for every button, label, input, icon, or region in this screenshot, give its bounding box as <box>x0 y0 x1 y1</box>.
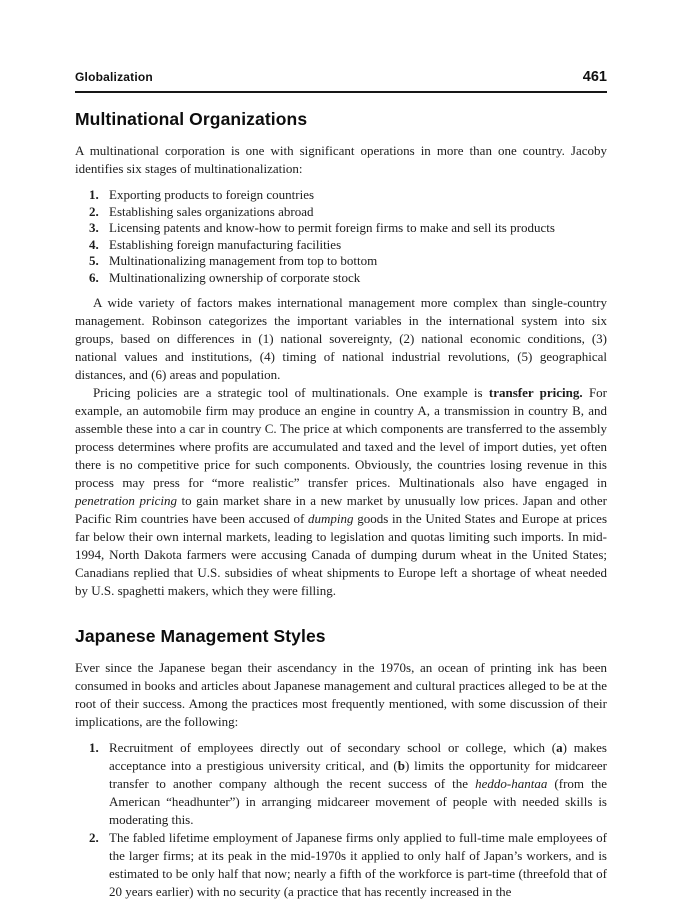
list-item <box>75 237 607 254</box>
list-item-text: Establishing foreign manufacturing facilities <box>109 236 342 252</box>
running-head-title: Globalization <box>75 70 153 84</box>
list-item <box>75 739 607 829</box>
list-item-number: 1. <box>89 740 99 755</box>
list-item <box>75 270 607 287</box>
paragraph-multinational-intro: A multinational corporation is one with significant operations in more than one country. Jacoby identifies six stages of multinationalization: <box>75 143 607 176</box>
list-item-number: 6. <box>89 269 99 285</box>
list-item-number: 5. <box>89 253 99 268</box>
list-item-text: Multinationalizing ownership of corporate stock <box>109 269 361 285</box>
page-content <box>75 68 607 900</box>
page-number: 461 <box>582 69 607 85</box>
list-item-text: The fabled lifetime employment of Japanese firms only applied to full-time male employees of the larger firms; at its peak in the mid-1970s it applied to only half of Japan’s workers, and is estimated to be only half that now; nearly a fifth of the workforce is part-time (threefold that of 20 years earlier) with no security (a practice that has recently increased in the <box>109 830 607 899</box>
list-item-number: 2. <box>89 830 99 845</box>
list-item <box>75 253 607 270</box>
section-heading-multinational-organizations: Multinational Organizations <box>75 109 308 129</box>
list-item-text: Multinationalizing management from top to bottom <box>109 253 378 268</box>
running-header <box>75 68 607 93</box>
stages-list <box>75 187 607 286</box>
list-item-text: Licensing patents and know-how to permit foreign firms to make and sell its products <box>109 220 555 235</box>
practices-list <box>75 739 607 900</box>
list-item-number: 3. <box>89 220 99 235</box>
paragraph-pricing: Pricing policies are a strategic tool of multinationals. One example is transfer pricing. For example, an automobile firm may produce an engine in country A, a transmission in country B, and assemble these into a car in country C. The price at which components are transferred to the assembly process determines where profits are accumulated and taxed and the level of import duties, yet often there is no competitive price for such components. Obviously, the countries losing revenue in this process may press for “more realistic” transfer prices. Multinationals also have engaged in penetration pricing to gain market share in a new market by unusually low prices. Japan and other Pacific Rim countries have been accused of dumping goods in the United States and Europe at prices far below their own internal markets, leading to legislation and quotas limiting such imports. In mid-1994, North Dakota farmers were accusing Canada of dumping durum wheat in the United States; Canadians replied that U.S. subsidies of wheat shipments to Europe left a shortage of wheat needed by U.S. spaghetti makers, which they were filling. <box>75 385 608 598</box>
list-item-text: Establishing sales organizations abroad <box>109 203 314 219</box>
list-item-number: 1. <box>89 187 99 202</box>
section-heading-japanese-management-styles: Japanese Management Styles <box>75 626 326 646</box>
paragraph-japanese-intro: Ever since the Japanese began their ascendancy in the 1970s, an ocean of printing ink has been consumed in books and articles about Japanese management and cultural practices alleged to be at the root of their success. Among the practices most frequently mentioned, with some discussion of their implications, are the following: <box>75 660 607 729</box>
list-item-text: Exporting products to foreign countries <box>109 187 315 202</box>
list-item <box>75 829 607 900</box>
list-item <box>75 220 607 237</box>
paragraph-factors: A wide variety of factors makes international management more complex than single-country management. Robinson categorizes the important variables in the international system into six groups, based on differences in (1) national sovereignty, (2) national economic conditions, (3) national values and institutions, (4) timing of national industrial revolutions, (5) geographical distances, and (6) areas and population. <box>75 295 607 382</box>
list-item <box>75 204 607 221</box>
list-item <box>75 187 607 204</box>
list-item-number: 4. <box>89 236 99 252</box>
list-item-text: Recruitment of employees directly out of secondary school or college, which (a) makes acceptance into a prestigious university critical, and (b) limits the opportunity for midcareer transfer to another company although the recent success of the heddo-hantaa (from the American “headhunter”) in arranging midcareer movement of people with needed skills is moderating this. <box>109 740 607 827</box>
list-item-number: 2. <box>89 203 99 219</box>
